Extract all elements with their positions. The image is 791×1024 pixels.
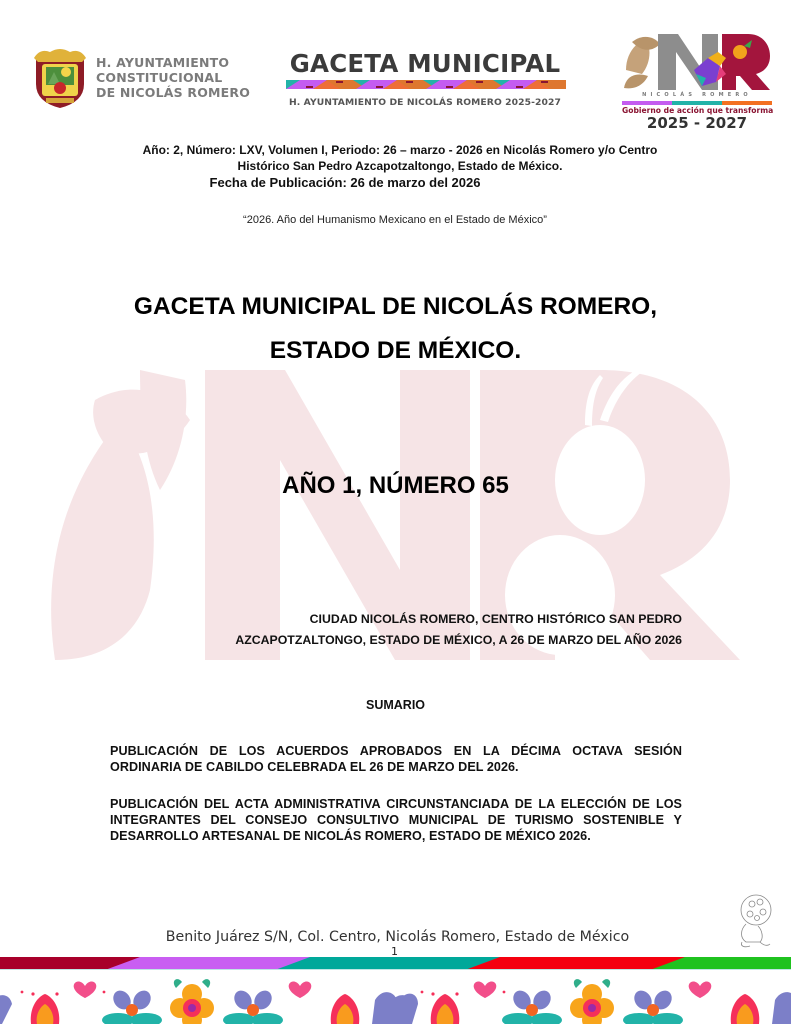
issue-number: AÑO 1, NÚMERO 65 [282,472,509,499]
nr-logo-name: NICOLÁS ROMERO [642,92,752,98]
place-line-2: AZCAPOTZALTONGO, ESTADO DE MÉXICO, A 26 DE MARZO DEL AÑO 2026 [235,633,682,647]
year-motto: “2026. Año del Humanismo Mexicano en el Estado de México” [243,214,547,226]
floral-border-icon [0,970,791,1024]
logo-line-3: DE NICOLÁS ROMERO [96,84,251,100]
meta-line-2: Histórico San Pedro Azcapotzaltongo, Estado de México. [237,159,563,173]
publication-date: Fecha de Publicación: 26 de marzo del 2026 [209,175,481,190]
nr-logo-band-icon [622,101,772,105]
nr-logo-years: 2025 - 2027 [646,114,748,132]
page-number: 1 [391,945,398,958]
decorative-band-icon [286,80,566,89]
document-title-line-1: GACETA MUNICIPAL DE NICOLÁS ROMERO, [133,293,658,320]
publication-meta [100,142,700,174]
place-line-1: CIUDAD NICOLÁS ROMERO, CENTRO HISTÓRICO SAN PEDRO [309,612,682,626]
summary-heading [0,698,791,712]
summary-item-2: PUBLICACIÓN DEL ACTA ADMINISTRATIVA CIRCUNSTANCIADA DE LA ELECCIÓN DE LOS INTEGRANTES DEL CONSEJO CONSULTIVO MUNICIPAL DE TURISMO SOSTENIBLE Y DESARROLLO ARTESANAL DE NICOLÁS ROMERO, ESTADO DE MÉXICO 2026. [110,797,682,843]
gaceta-logo [282,50,568,108]
logo-line-1: H. AYUNTAMIENTO [96,54,230,70]
gaceta-logo-title: GACETA MUNICIPAL [289,49,561,78]
meta-line-1: Año: 2, Número: LXV, Volumen I, Periodo: 26 – marzo - 2026 en Nicolás Romero y/o Centro [142,143,658,157]
nr-logo-icon [622,30,772,92]
color-stripe [0,957,791,970]
place-and-date [140,609,682,651]
municipal-crest-icon [30,44,90,110]
gaceta-logo-subtitle: H. AYUNTAMIENTO DE NICOLÁS ROMERO 2025-2027 [288,97,562,108]
nr-logo [622,30,772,132]
logo-line-2: CONSTITUCIONAL [96,69,223,85]
nr-logo-tagline: Gobierno de acción que transforma [622,106,774,115]
document-title-line-2: ESTADO DE MÉXICO. [269,337,522,364]
footer-address: Benito Juárez S/N, Col. Centro, Nicolás Romero, Estado de México [165,929,630,945]
summary-item-1: PUBLICACIÓN DE LOS ACUERDOS APROBADOS EN LA DÉCIMA OCTAVA SESIÓN ORDINARIA DE CABILDO CELEBRADA EL 26 DE MARZO DEL 2026. [110,744,682,774]
municipal-logo [30,44,250,110]
summary-heading-text: SUMARIO [365,698,426,712]
